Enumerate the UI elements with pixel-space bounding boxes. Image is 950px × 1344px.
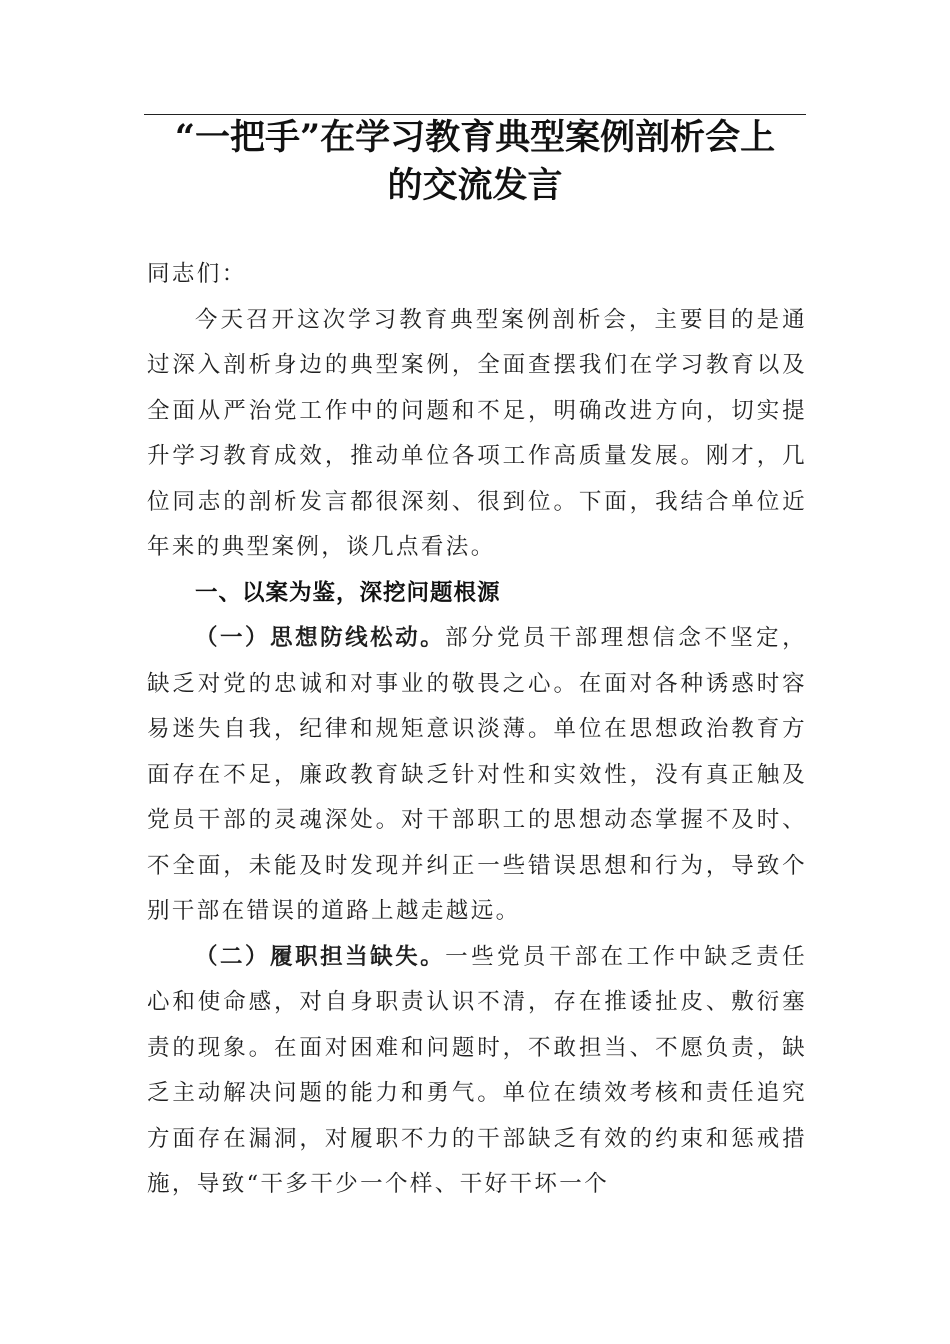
greeting: 同志们： bbox=[147, 261, 247, 287]
point-1-lead: （一）思想防线松动。 bbox=[195, 625, 446, 651]
point-2-paragraph bbox=[147, 935, 807, 1208]
title-line-1: “一把手”在学习教育典型案例剖析会上 bbox=[174, 117, 776, 158]
section-1-heading: 一、以案为鉴，深挖问题根源 bbox=[195, 579, 501, 606]
point-1-body: 部分党员干部理想信念不坚定，缺乏对党的忠诚和对事业的敬畏之心。在面对各种诱惑时容易迷失自我，纪律和规矩意识淡薄。单位在思想政治教育方面存在不足，廉政教育缺乏针对性和实效性，没有真正触及党员干部的灵魂深处。对干部职工的思想动态掌握不及时、不全面，未能及时发现并纠正一些错误思想和行为，导致个别干部在错误的道路上越走越远。 bbox=[147, 625, 807, 924]
document-title bbox=[144, 114, 806, 210]
point-2-body: 一些党员干部在工作中缺乏责任心和使命感，对自身职责认识不清，存在推诿扯皮、敷衍塞责的现象。在面对困难和问题时，不敢担当、不愿负责，缺乏主动解决问题的能力和勇气。单位在绩效考核和责任追究方面存在漏洞，对履职不力的干部缺乏有效的约束和惩戒措施，导致“干多干少一个样、干好干坏一个 bbox=[147, 943, 807, 1197]
intro-paragraph: 今天召开这次学习教育典型案例剖析会，主要目的是通过深入剖析身边的典型案例，全面查摆我们在学习教育以及全面从严治党工作中的问题和不足，明确改进方向，切实提升学习教育成效，推动单位各项工作高质量发展。刚才，几位同志的剖析发言都很深刻、很到位。下面，我结合单位近年来的典型案例，谈几点看法。 bbox=[147, 306, 807, 560]
title-line-2: 的交流发言 bbox=[387, 165, 563, 206]
point-1-paragraph bbox=[147, 616, 807, 935]
document-body bbox=[147, 252, 807, 1208]
point-2-lead: （二）履职担当缺失。 bbox=[195, 943, 446, 970]
